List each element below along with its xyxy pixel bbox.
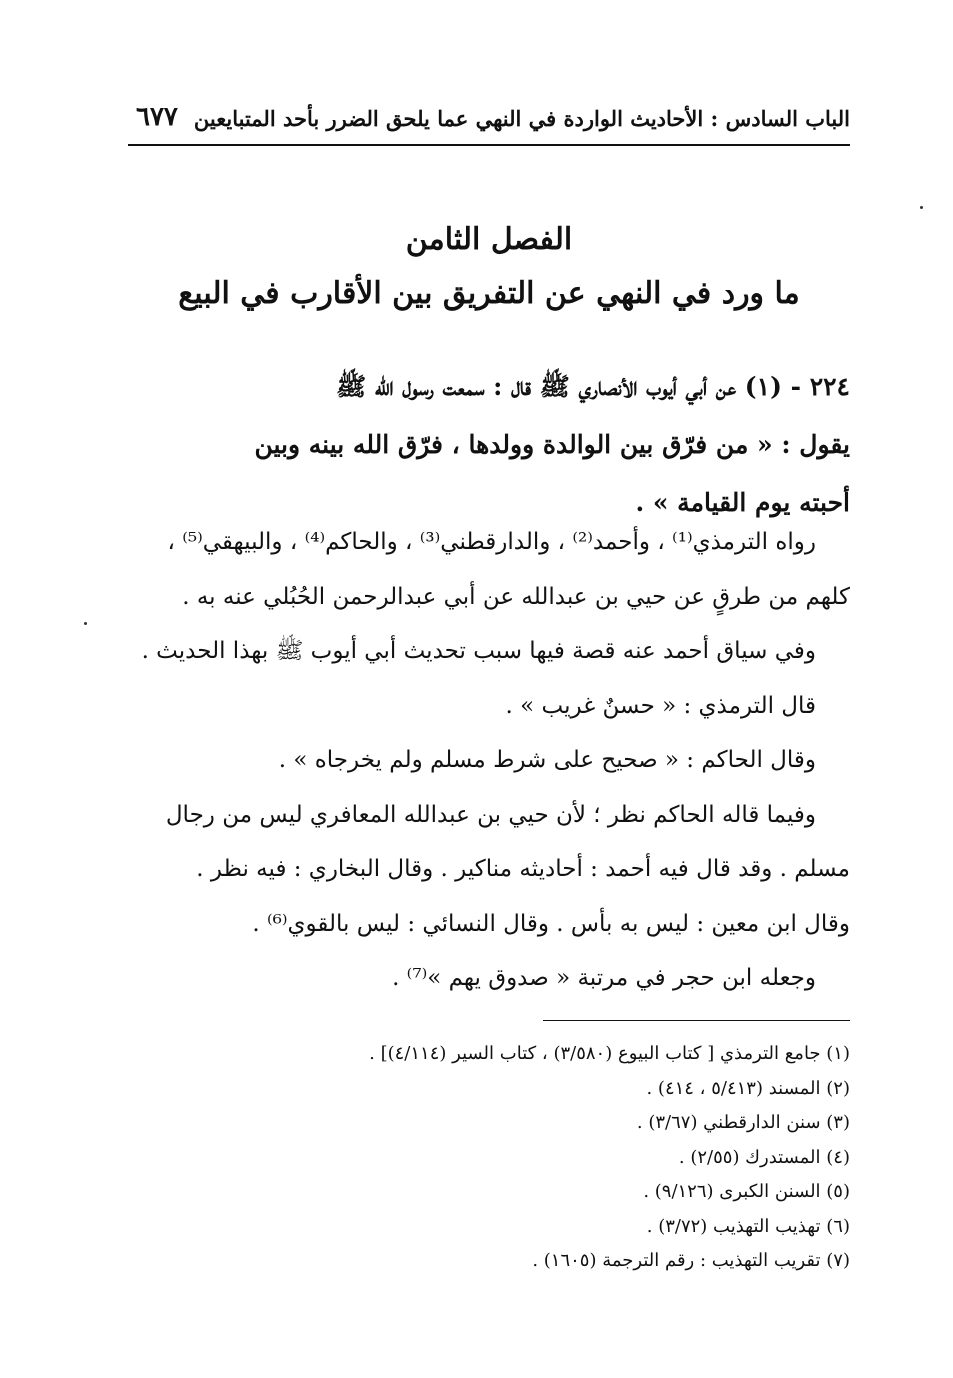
hadith-line: أحبته يوم القيامة » . <box>635 488 850 517</box>
hadith-line: يقول : « من فرّق بين الوالدة وولدها ، فرّق الله بينه وبين <box>254 430 850 459</box>
hadith-line: ٢٢٤ - (١) عن أبي أيوب الأنصاري ﷺ قال : سمعت رسول الله ﷺ <box>335 372 850 401</box>
footnote-item: (٣) سنن الدارقطني (٣/٦٧) . <box>636 1112 850 1133</box>
commentary-line: وفي سياق أحمد عنه قصة فيها سبب تحديث أبي أيوب ﷺ بهذا الحديث . <box>141 638 816 664</box>
footnote-item: (٧) تقريب التهذيب : رقم الترجمة (١٦٠٥) . <box>532 1250 850 1271</box>
commentary-line: قال الترمذي : « حسنٌ غريب » . <box>505 692 816 719</box>
footnote-item: (٦) تهذيب التهذيب (٣/٧٢) . <box>646 1215 850 1237</box>
footnote-divider <box>543 1020 850 1021</box>
section-title: ما ورد في النهي عن التفريق بين الأقارب في البيع <box>178 276 800 311</box>
footnote-item: (٢) المسند (٥/٤١٣ ، ٤١٤) . <box>646 1077 850 1099</box>
scan-speck <box>920 206 923 209</box>
running-header <box>128 100 850 146</box>
scan-speck <box>84 622 87 625</box>
commentary-line: وقال الحاكم : « صحيح على شرط مسلم ولم يخرجاه » . <box>278 747 816 773</box>
commentary-line: وجعله ابن حجر في مرتبة « صدوق يهم »⁽⁷⁾ . <box>392 965 816 991</box>
commentary-line: رواه الترمذي⁽¹⁾ ، وأحمد⁽²⁾ ، والدارقطني⁽³⁾ ، والحاكم⁽⁴⁾ ، والبيهقي⁽⁵⁾ ، <box>167 529 816 555</box>
commentary-text <box>128 515 850 1006</box>
hadith-text <box>128 358 850 532</box>
footnote-item: (١) جامع الترمذي [ كتاب البيوع (٣/٥٨٠) ، كتاب السير (٤/١١٤)] . <box>369 1043 850 1064</box>
footnote-item: (٥) السنن الكبرى (٩/١٢٦) . <box>643 1181 850 1202</box>
page-number: ٦٧٧ <box>136 102 178 132</box>
chapter-title: الفصل الثامن <box>405 222 573 257</box>
footnote-item: (٤) المستدرك (٢/٥٥) . <box>678 1146 850 1168</box>
footnotes <box>128 1037 850 1279</box>
commentary-line: وفيما قاله الحاكم نظر ؛ لأن حيي بن عبدالله المعافري ليس من رجال <box>165 801 816 828</box>
commentary-line: كلهم من طرقٍ عن حيي بن عبدالله عن أبي عبدالرحمن الحُبُلي عنه به . <box>182 583 850 610</box>
commentary-line: وقال ابن معين : ليس به بأس . وقال النسائي : ليس بالقوي⁽⁶⁾ . <box>252 910 850 937</box>
header-title: الباب السادس : الأحاديث الواردة في النهي عما يلحق الضرر بأحد المتبايعين <box>193 106 850 131</box>
commentary-line: مسلم . وقد قال فيه أحمد : أحاديثه مناكير . وقال البخاري : فيه نظر . <box>196 856 850 882</box>
